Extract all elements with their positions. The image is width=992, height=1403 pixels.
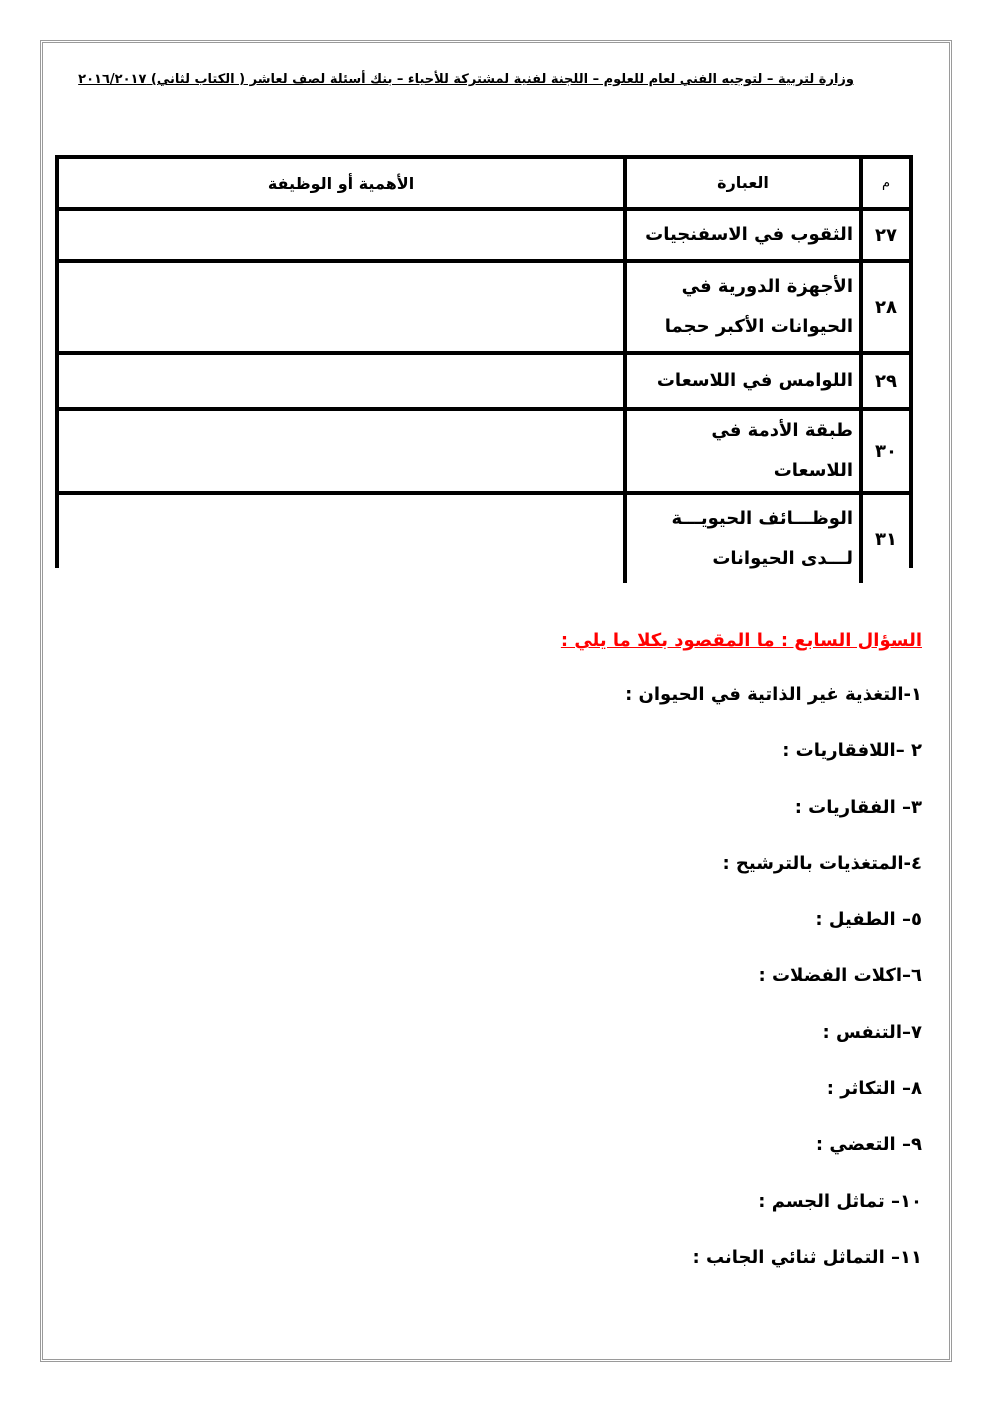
definitions-list: [222, 681, 922, 1300]
row-statement: الأجهزة الدورية في الحيوانات الأكبر حجما: [623, 263, 859, 351]
table-row: [59, 263, 909, 351]
row-number: ٢٧: [859, 211, 909, 259]
list-item: ١١– التماثل ثنائي الجانب :: [692, 1246, 922, 1268]
row-number: ٢٩: [859, 355, 909, 407]
list-item: ١-التغذية غير الذاتية في الحيوان :: [625, 684, 922, 705]
row-role: [59, 355, 623, 407]
functions-table: [55, 155, 913, 568]
table-row: [59, 211, 909, 259]
row-number: ٣٠: [859, 411, 909, 491]
list-item: ٤-المتغذيات بالترشيح :: [722, 852, 922, 874]
list-item: ٣– الفقاريات :: [794, 796, 922, 818]
functions-table-grid: [59, 155, 909, 587]
row-statement: طبقة الأدمة في اللاسعات: [623, 411, 859, 491]
row-statement: اللوامس في اللاسعات: [623, 355, 859, 407]
list-item: ٨– التكاثر :: [826, 1078, 922, 1100]
header-role: الأهمية أو الوظيفة: [59, 159, 623, 207]
header-statement: العبارة: [623, 159, 859, 207]
row-number: ٣١: [859, 495, 909, 583]
table-row: [59, 355, 909, 407]
question-seven-title: السؤال السابع : ما المقصود بكلا ما يلي :: [560, 630, 922, 651]
row-role: [59, 211, 623, 259]
list-item: ٩– التعضي :: [815, 1134, 922, 1156]
list-item: ٧–التنفس :: [822, 1021, 922, 1043]
row-number: ٢٨: [859, 263, 909, 351]
list-item: ٢ –اللافقاريات :: [782, 740, 922, 762]
row-role: [59, 263, 623, 351]
table-row: [59, 495, 909, 583]
list-item: ٦–اكلات الفضلات :: [758, 965, 922, 987]
header-text: وزارة لتربية – لتوجيه الفني لعام للعلوم – اللجنة لفنية لمشتركة للأحياء – بنك أسئلة لصف لعاشر ( الكتاب لثاني) ٢٠١٦/٢٠١٧: [78, 72, 854, 87]
row-statement: الثقوب في الاسفنجيات: [623, 211, 859, 259]
table-header-row: [59, 159, 909, 207]
list-item: ٥– الطفيل :: [815, 909, 922, 931]
row-statement: الوظـــائف الحيويـــة لـــدى الحيوانات: [623, 495, 859, 583]
row-role: [59, 411, 623, 491]
list-item: ١٠– تماثل الجسم :: [758, 1190, 922, 1212]
header-number: م: [859, 159, 909, 207]
question-seven-section: [222, 625, 922, 1300]
row-role: [59, 495, 623, 583]
table-row: [59, 411, 909, 491]
page-header: [78, 72, 854, 92]
